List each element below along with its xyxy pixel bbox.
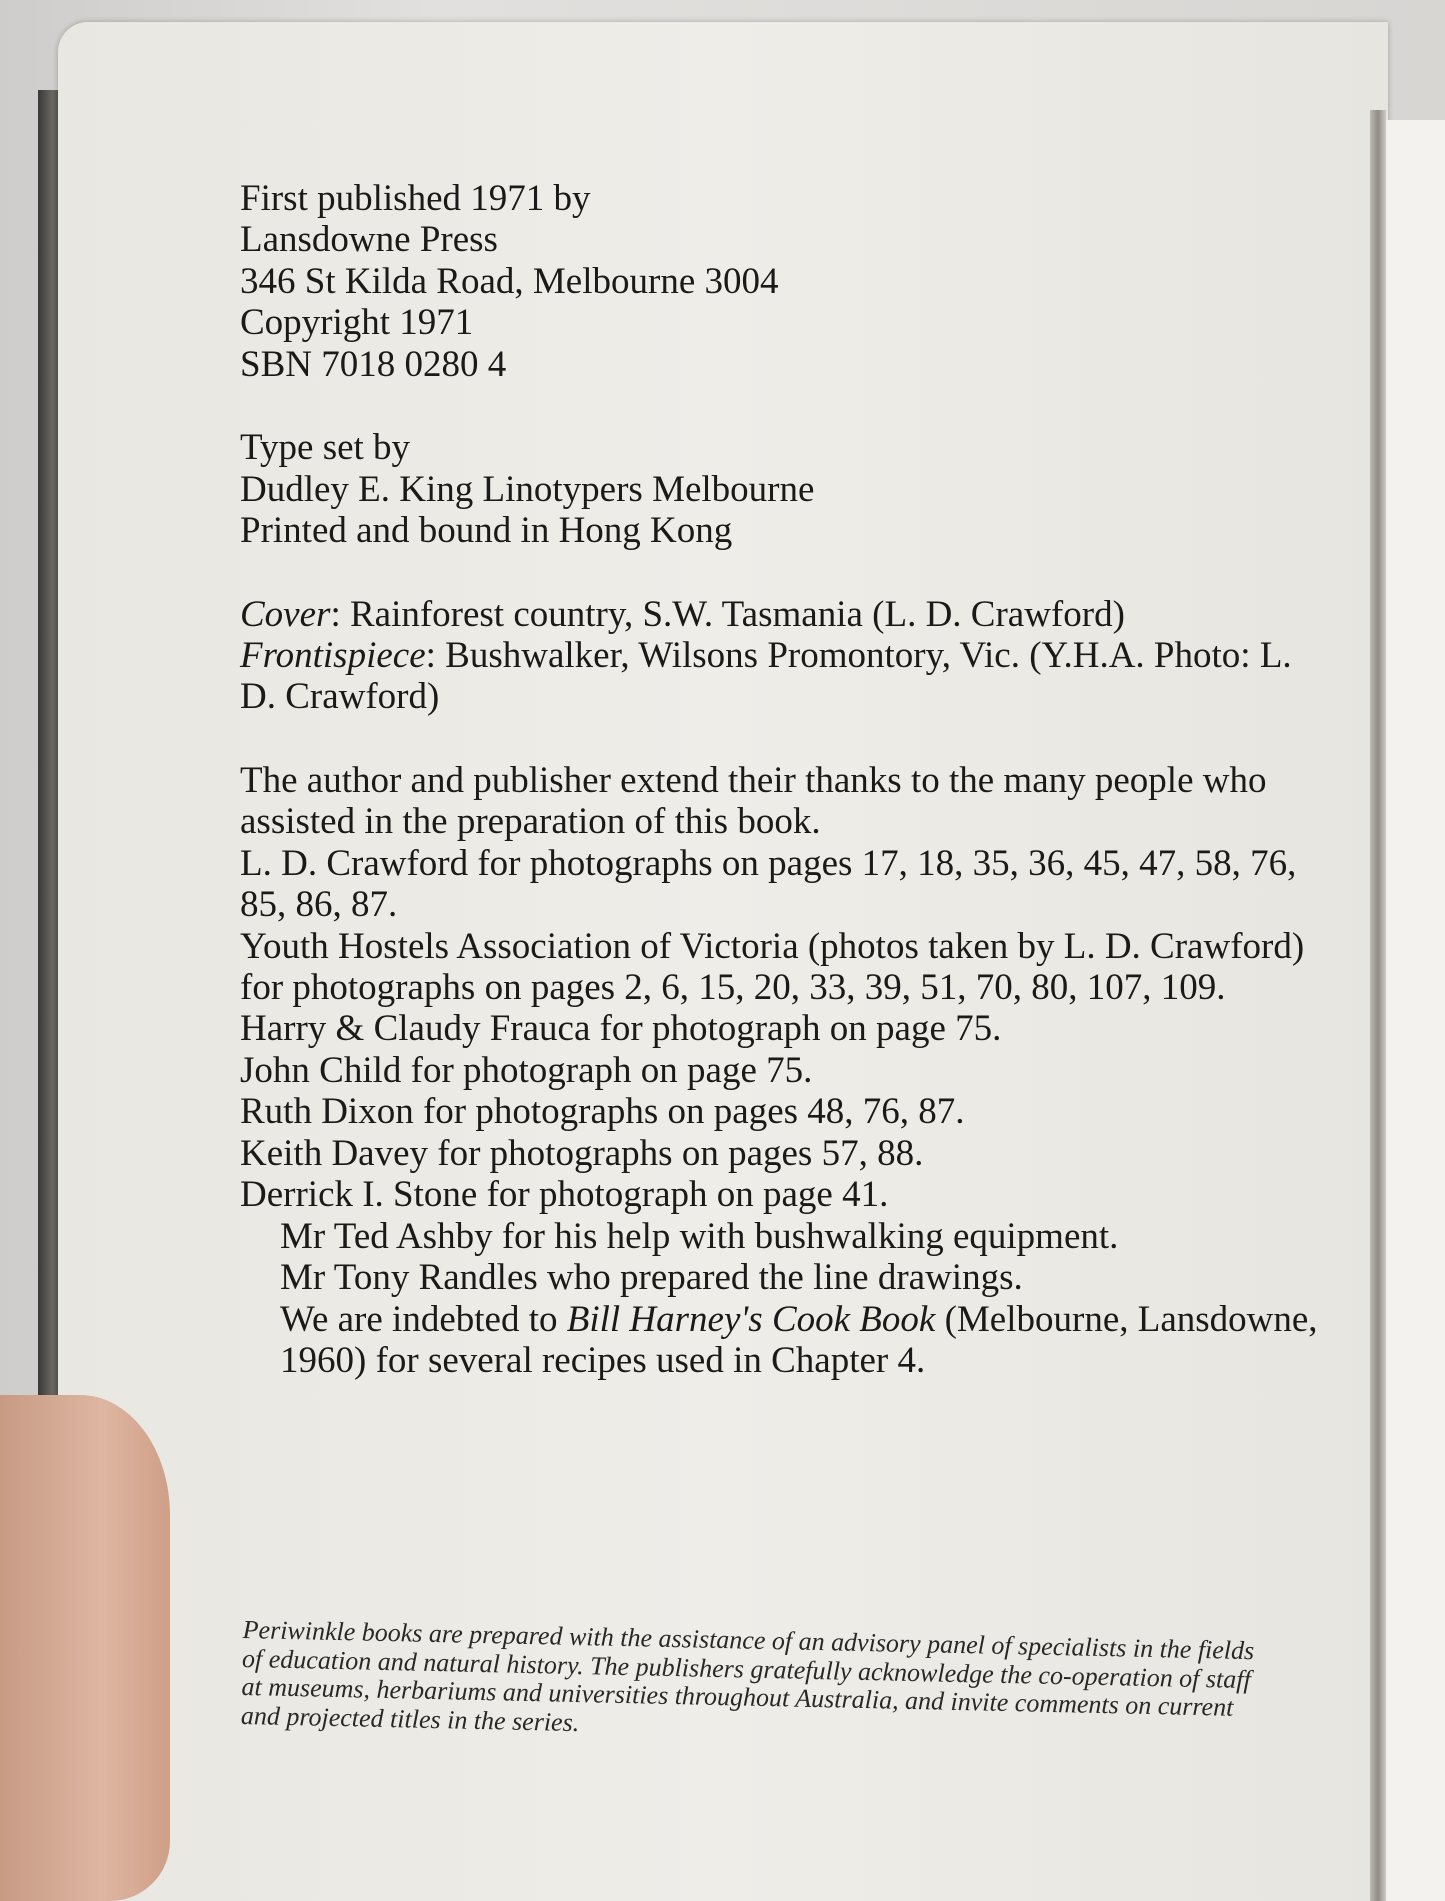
thumb [0, 1395, 170, 1901]
acknowledgement-item: Keith Davey for photographs on pages 57, 88. [240, 1132, 924, 1174]
printing-block [240, 427, 1320, 551]
cover-text: : Rainforest country, S.W. Tasmania (L. D. Crawford) [330, 593, 1125, 635]
acknowledgement-item: Ruth Dixon for photographs on pages 48, 76, 87. [240, 1091, 965, 1133]
cookbook-acknowledgement [240, 1299, 1320, 1382]
publication-line: Lansdowne Press [240, 219, 498, 261]
acknowledgement-item: Harry & Claudy Frauca for photograph on page 75. [240, 1008, 1002, 1050]
publication-block [240, 178, 1320, 385]
series-note: Periwinkle books are prepared with the assistance of an advisory panel of specialists in the fields of education and natural history. The publishers gratefully acknowledge the co-operation of staff at museums, herbariums and universities throughout Australia, and invite comments on current and projected titles in the series. [240, 1615, 1255, 1737]
facing-page-edge [1386, 120, 1445, 1901]
acknowledgement-indented: Mr Ted Ashby for his help with bushwalking equipment. [280, 1215, 1119, 1257]
publication-line: 346 St Kilda Road, Melbourne 3004 [240, 260, 779, 302]
acknowledgement-item: Youth Hostels Association of Victoria (photos taken by L. D. Crawford) for photographs on pages 2, 6, 15, 20, 33, 39, 51, 70, 80, 107, 109. [240, 925, 1305, 1008]
page-gutter [1370, 110, 1386, 1901]
publication-line: Copyright 1971 [240, 302, 474, 344]
publication-line: First published 1971 by [240, 178, 591, 219]
printing-line: Type set by [240, 427, 411, 469]
cookbook-title: Bill Harney's Cook Book [566, 1298, 936, 1340]
publication-line: SBN 7018 0280 4 [240, 343, 507, 385]
printing-line: Printed and bound in Hong Kong [240, 510, 733, 552]
acknowledgement-indented: Mr Tony Randles who prepared the line drawings. [280, 1257, 1023, 1299]
cookbook-prefix: We are indebted to [280, 1298, 567, 1340]
cookbook-suffix: (Melbourne, Lansdowne, 1960) for several recipes used in Chapter 4. [280, 1298, 1318, 1381]
acknowledgement-item: John Child for photograph on page 75. [240, 1049, 813, 1091]
cover-credit [240, 594, 1320, 635]
acknowledgement-item: Derrick I. Stone for photograph on page 41. [240, 1174, 889, 1216]
frontispiece-credit [240, 635, 1320, 718]
frontispiece-text: : Bushwalker, Wilsons Promontory, Vic. (Y.H.A. Photo: L. D. Crawford) [240, 634, 1292, 718]
cover-label: Cover [240, 593, 331, 635]
acknowledgements-intro: The author and publisher extend their thanks to the many people who assisted in the preparation of this book. [240, 759, 1267, 843]
printing-line: Dudley E. King Linotypers Melbourne [240, 468, 815, 510]
acknowledgements-block [240, 760, 1320, 1382]
imprint-text [240, 178, 1320, 1381]
frontispiece-label: Frontispiece [240, 634, 426, 676]
credits-block [240, 594, 1320, 718]
acknowledgement-item: L. D. Crawford for photographs on pages 17, 18, 35, 36, 45, 47, 58, 76, 85, 86, 87. [240, 842, 1297, 926]
